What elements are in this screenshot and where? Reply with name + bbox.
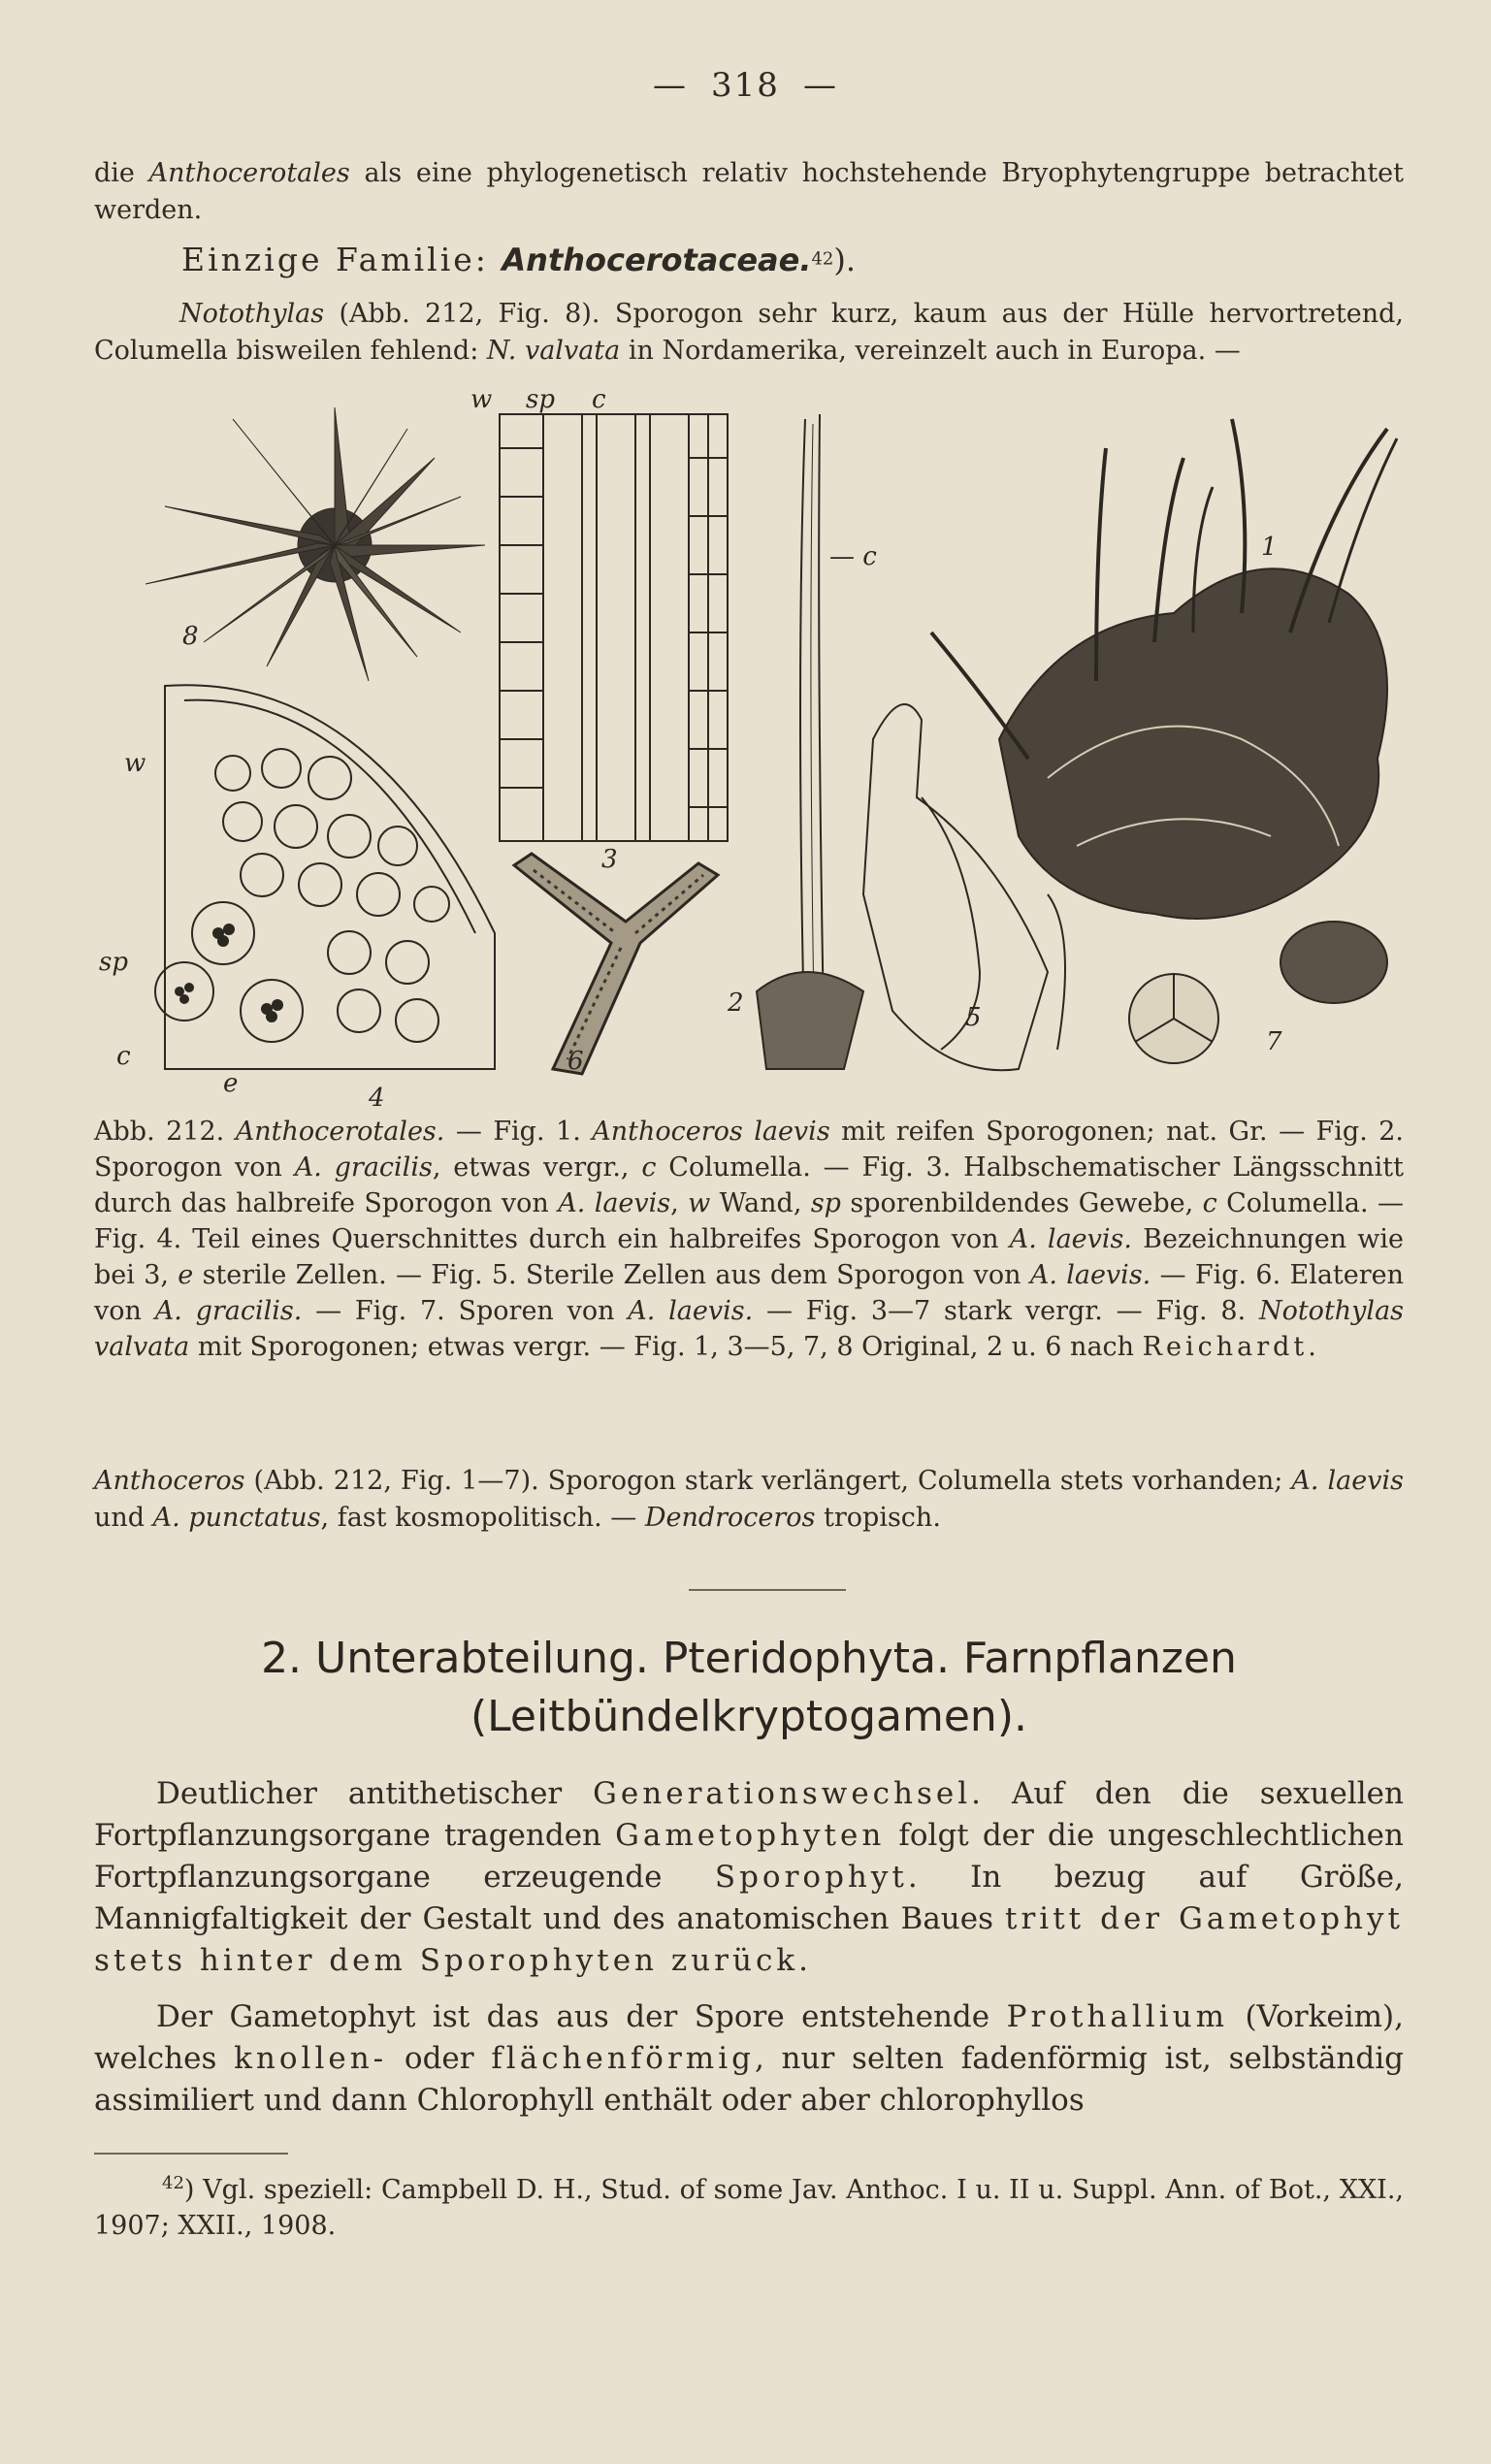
fig4-label-e: e <box>223 1069 239 1098</box>
fig4-label-sp: sp <box>99 948 128 977</box>
figure-illustration <box>99 385 1407 1113</box>
fig-label-8: 8 <box>182 622 199 651</box>
page-number-value: 318 <box>711 66 780 105</box>
notothylas-paragraph: Notothylas (Abb. 212, Fig. 8). Sporogon sehr kurz, kaum aus der Hülle hervortretend, Columella bisweilen fehlend: N. valvata in Nordamerika, vereinzelt auch in Europa. — <box>94 299 1404 366</box>
fig-label-4: 4 <box>369 1084 385 1113</box>
fig-label-1: 1 <box>1261 533 1278 562</box>
fig4-cross-section <box>155 685 495 1069</box>
section-heading: 2. Unterabteilung. Pteridophyta. Farnpflanzen (Leitbündelkryptogamen). <box>261 1634 1237 1741</box>
fig7-spores <box>1129 922 1387 1063</box>
fig3-label-sp: sp <box>526 385 555 414</box>
fig-label-7: 7 <box>1266 1027 1282 1056</box>
figure-abb-212 <box>99 385 1407 1113</box>
fig6-elaters <box>514 854 718 1074</box>
fig-label-3: 3 <box>601 845 618 874</box>
figure-caption: Abb. 212. Anthocerotales. — Fig. 1. Anthoceros laevis mit reifen Sporogonen; nat. Gr. — Fig. 2. Sporogon von A. gracilis, etwas vergr., c Columella. — Fig. 3. Halbschematischer Längsschnitt durch das halbreife Sporogon von A. laevis, w Wand, sp sporenbildendes Gewebe, c Columella. — Fig. 4. Teil eines Querschnittes durch ein halbreifes Sporogon von A. laevis. Bezeichnungen wie bei 3, e sterile Zellen. — Fig. 5. Sterile Zellen aus dem Sporogon von A. laevis. — Fig. 6. Elateren von A. gracilis. — Fig. 7. Sporen von A. laevis. — Fig. 3—7 stark vergr. — Fig. 8. Notothylas valvata mit Sporogonen; etwas vergr. — Fig. 1, 3—5, 7, 8 Original, 2 u. 6 nach Reichardt. <box>94 1117 1405 1362</box>
footnote-ref: 42 <box>811 248 834 270</box>
fig4-label-w: w <box>124 749 146 778</box>
fig1-anthoceros-thallus <box>931 419 1397 919</box>
family-name: Anthocerotaceae. <box>502 242 812 278</box>
footnote-number: 42 <box>162 2173 184 2193</box>
footnote-divider <box>94 2153 288 2155</box>
footnote <box>94 2165 1404 2244</box>
anthoceros-paragraph: Anthoceros (Abb. 212, Fig. 1—7). Sporogon stark verlängert, Columella stets vorhanden; A. laevis und A. punctatus, fast kosmopolitisch. — Dendroceros tropisch. <box>94 1466 1404 1533</box>
fig-label-6: 6 <box>567 1047 584 1076</box>
fig2-sporogon <box>757 414 863 1069</box>
footnote-text: ) Vgl. speziell: Campbell D. H., Stud. of some Jav. Anthoc. I u. II u. Suppl. Ann. of Bot., XXI., 1907; XXII., 1908. <box>94 2175 1404 2241</box>
fig3-label-w: w <box>470 385 493 414</box>
fig2-label-c: — c <box>829 542 877 571</box>
fig3-label-c: c <box>592 385 606 414</box>
section-divider <box>689 1589 846 1591</box>
fig4-spore-tetrads <box>175 924 283 1022</box>
family-label: Einzige Familie: <box>181 241 502 278</box>
fig-label-2: 2 <box>728 989 744 1018</box>
family-heading: Einzige Familie: Anthocerotaceae.42). <box>94 241 1404 278</box>
body-paragraph-1: Deutlicher antithetischer Generationswechsel. Auf den die sexuellen Fortpflanzungsorgane tragenden Gametophyten folgt der die ungeschlechtlichen Fortpflanzungsorgane erzeugende Sporophyt. In bezug auf Größe, Mannigfaltigkeit der Gestalt und des anatomischen Baues tritt der Gametophyt stets hinter dem Sporophyten zurück. <box>94 1776 1404 1978</box>
intro-paragraph: die Anthocerotales als eine phylogenetisch relativ hochstehende Bryophytengruppe betrachtet werden. <box>94 158 1404 225</box>
page-number: — 318 — <box>653 66 838 105</box>
fig-label-5: 5 <box>965 1003 982 1032</box>
fig3-longitudinal-section <box>500 414 728 841</box>
fig4-label-c: c <box>116 1042 131 1071</box>
body-paragraph-2: Der Gametophyt ist das aus der Spore entstehende Prothallium (Vorkeim), welches knollen- oder flächenförmig, nur selten fadenförmig ist, selbständig assimiliert und dann Chlorophyll enthält oder aber chlorophyllos <box>94 1999 1404 2118</box>
